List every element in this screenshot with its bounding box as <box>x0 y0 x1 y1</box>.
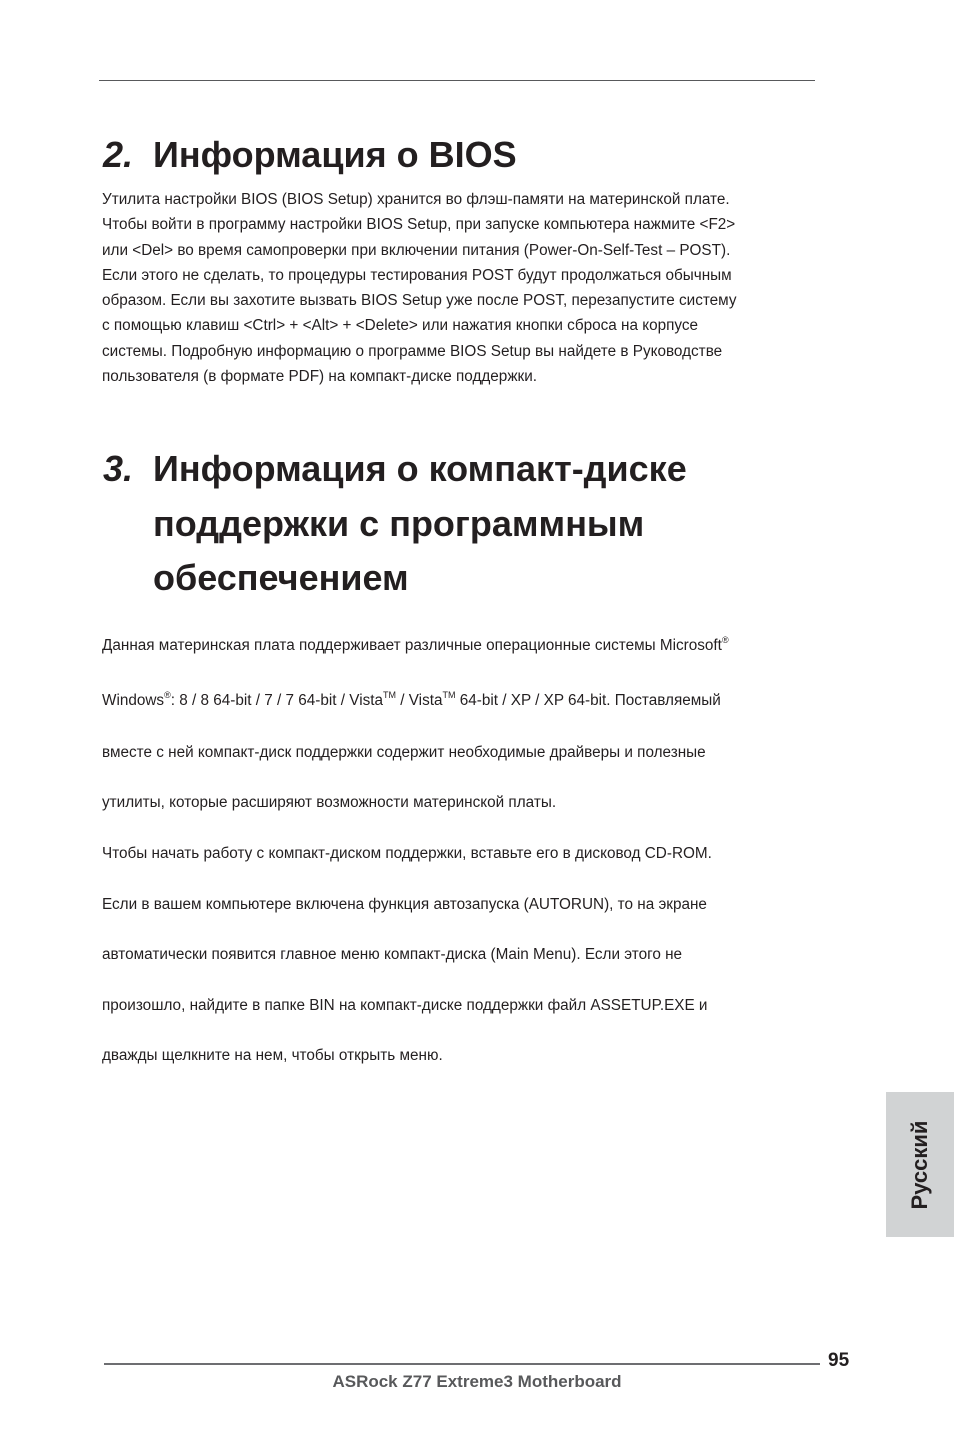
text-line <box>102 686 814 715</box>
registered-mark: ® <box>164 689 171 700</box>
text-line: Если в вашем компьютере включена функция автозапуска (AUTORUN), то на экране <box>102 895 707 913</box>
text-line: Чтобы начать работу с компакт-диском поддержки, вставьте его в дисковод CD-ROM. <box>102 845 712 863</box>
language-tab <box>886 1092 954 1237</box>
text-fragment: : 8 / 8 64-bit / 7 / 7 64-bit / Vista <box>170 691 383 709</box>
top-divider <box>99 80 815 81</box>
text-line: вместе с ней компакт-диск поддержки содержит необходимые драйверы и полезные <box>102 743 706 761</box>
footer-title: ASRock Z77 Extreme3 Motherboard <box>332 1372 622 1391</box>
section-number: 3. <box>103 448 134 489</box>
registered-mark: ® <box>721 635 729 646</box>
text-line <box>102 631 814 660</box>
text-line: произошло, найдите в папке BIN на компакт-диске поддержки файл ASSETUP.EXE и <box>102 996 708 1014</box>
text-fragment: Windows <box>102 691 165 709</box>
text-fragment: Данная материнская плата поддерживает различные операционные системы Microsoft <box>102 637 722 655</box>
trademark-mark: TM <box>383 689 396 700</box>
section-number: 2. <box>103 134 134 175</box>
text-fragment: / Vista <box>396 691 443 709</box>
page-number: 95 <box>828 1350 850 1371</box>
trademark-mark: TM <box>442 689 456 700</box>
text-line: дважды щелкните на нем, чтобы открыть меню. <box>102 1047 443 1065</box>
text-line: автоматически появится главное меню компакт-диска (Main Menu). Если этого не <box>102 946 683 964</box>
language-tab-label: Русский <box>907 1120 932 1209</box>
text-line: утилиты, которые расширяют возможности материнской платы. <box>102 794 557 812</box>
section-title: Информация о компакт-диске поддержки с программным обеспечением <box>153 448 687 598</box>
support-cd-paragraph <box>102 606 814 1094</box>
bottom-divider <box>104 1363 820 1365</box>
bios-paragraph: Утилита настройки BIOS (BIOS Setup) хранится во флэш-памяти на материнской плате. Чтобы войти в программу настройки BIOS Setup, при запуске компьютера нажмите <F2> или <Del> во время самопроверки при включении питания (Power-On-Self-Test – POST). Если этого не сделать, то процедуры тестирования POST будут продолжаться обычным образом. Если вы захотите вызвать BIOS Setup уже после POST, перезапустите систему с помощью клавиш <Ctrl> + <Alt> + <Delete> или нажатия кнопки сброса на корпусе системы. Подробную информацию о программе BIOS Setup вы найдете в Руководстве пользователя (в формате PDF) на компакт-диске поддержки. <box>102 191 737 386</box>
section-title: Информация о BIOS <box>153 134 517 175</box>
text-fragment: 64-bit / XP / XP 64-bit. Поставляемый <box>455 691 721 709</box>
